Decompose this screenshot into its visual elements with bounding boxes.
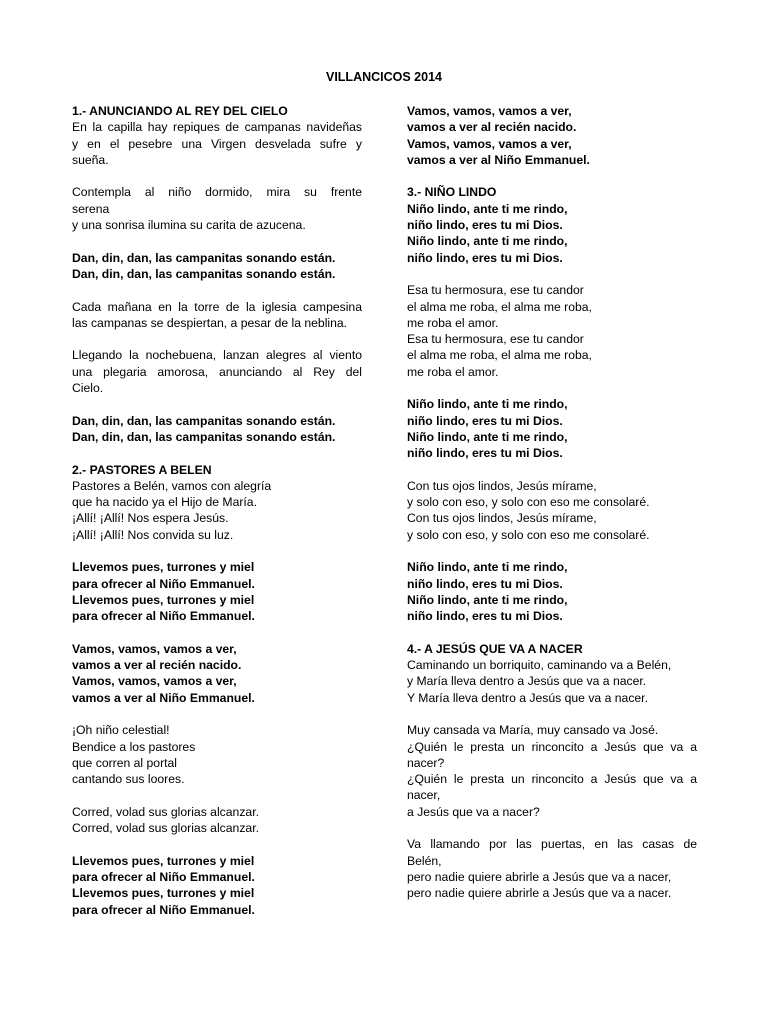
lyric-line: 1.- ANUNCIANDO AL REY DEL CIELO bbox=[72, 104, 288, 118]
lyric-line: Esa tu hermosura, ese tu candor bbox=[407, 283, 584, 298]
lyric-line: 3.- NIÑO LINDO bbox=[407, 185, 497, 200]
lyric-line: el alma me roba, el alma me roba, bbox=[407, 348, 592, 363]
lyric-line: Y María lleva dentro a Jesús que va a nacer. bbox=[407, 690, 648, 705]
lyric-line: pero nadie quiere abrirle a Jesús que va a nacer, bbox=[407, 869, 672, 884]
stanza bbox=[407, 559, 697, 624]
lyric-line: Corred, volad sus glorias alcanzar. bbox=[72, 821, 259, 836]
lyric-line: Llevemos pues, turrones y miel bbox=[72, 886, 255, 901]
lyric-line: Cielo. bbox=[72, 381, 104, 396]
lyric-line: Vamos, vamos, vamos a ver, bbox=[72, 674, 237, 689]
lyric-line: me roba el amor. bbox=[407, 315, 499, 330]
lyric-line: niño lindo, eres tu mi Dios. bbox=[407, 446, 563, 461]
lyric-line: Con tus ojos lindos, Jesús mírame, bbox=[407, 478, 597, 493]
lyric-line: Niño lindo, ante ti me rindo, bbox=[407, 592, 568, 607]
right-column bbox=[407, 103, 697, 918]
lyric-line: Llevemos pues, turrones y miel bbox=[72, 560, 255, 575]
lyric-line: Dan, din, dan, las campanitas sonando están. bbox=[72, 429, 336, 444]
stanza bbox=[72, 299, 362, 332]
lyric-line: y una sonrisa ilumina su carita de azucena. bbox=[72, 218, 306, 233]
lyric-line: Llevemos pues, turrones y miel bbox=[72, 592, 255, 607]
stanza bbox=[407, 836, 697, 901]
lyric-line: niño lindo, eres tu mi Dios. bbox=[407, 413, 563, 428]
lyric-line: y María lleva dentro a Jesús que va a nacer. bbox=[407, 674, 647, 689]
lyric-line: 4.- A JESÚS QUE VA A NACER bbox=[407, 641, 583, 656]
stanza bbox=[72, 103, 362, 168]
lyric-line: vamos a ver al recién nacido. bbox=[72, 658, 242, 673]
lyric-line: Vamos, vamos, vamos a ver, bbox=[407, 136, 572, 151]
stanza bbox=[72, 853, 362, 918]
lyric-line: vamos a ver al Niño Emmanuel. bbox=[407, 152, 590, 167]
stanza bbox=[407, 722, 697, 820]
lyric-line: el alma me roba, el alma me roba, bbox=[407, 299, 592, 314]
lyric-line: y solo con eso, y solo con eso me consolaré. bbox=[407, 527, 650, 542]
lyric-line: para ofrecer al Niño Emmanuel. bbox=[72, 576, 255, 591]
lyric-line: ¿Quién le presta un rinconcito a Jesús que va a bbox=[407, 772, 697, 787]
lyric-line: Belén, bbox=[407, 853, 442, 868]
lyric-line: niño lindo, eres tu mi Dios. bbox=[407, 250, 563, 265]
stanza bbox=[72, 722, 362, 787]
stanza bbox=[72, 184, 362, 233]
lyric-line: ¡Oh niño celestial! bbox=[72, 723, 170, 738]
lyric-line: que corren al portal bbox=[72, 755, 178, 770]
lyric-line: vamos a ver al Niño Emmanuel. bbox=[72, 690, 255, 705]
lyric-line: niño lindo, eres tu mi Dios. bbox=[407, 218, 563, 233]
lyric-line: Contempla al niño dormido, mira su frente bbox=[72, 185, 362, 200]
lyric-line: Dan, din, dan, las campanitas sonando están. bbox=[72, 266, 336, 281]
lyric-line: vamos a ver al recién nacido. bbox=[407, 120, 577, 135]
lyric-line: una plegaria amorosa, anunciando al Rey del bbox=[72, 364, 362, 379]
lyric-line: para ofrecer al Niño Emmanuel. bbox=[72, 869, 255, 884]
lyric-line: y en el pesebre una Virgen desvelada sufre y bbox=[72, 136, 362, 151]
stanza bbox=[407, 282, 697, 380]
lyric-line: Dan, din, dan, las campanitas sonando están. bbox=[72, 250, 336, 265]
stanza bbox=[72, 462, 362, 543]
page-title: VILLANCICOS 2014 bbox=[325, 70, 442, 84]
lyric-line: Niño lindo, ante ti me rindo, bbox=[407, 397, 568, 412]
lyric-line: nacer? bbox=[407, 755, 445, 770]
lyric-line: Niño lindo, ante ti me rindo, bbox=[407, 234, 568, 249]
lyric-line: Muy cansada va María, muy cansado va José. bbox=[407, 723, 659, 738]
lyric-line: Pastores a Belén, vamos con alegría bbox=[72, 478, 272, 493]
lyric-line: para ofrecer al Niño Emmanuel. bbox=[72, 609, 255, 624]
lyric-line: me roba el amor. bbox=[407, 364, 499, 379]
lyric-line: nacer, bbox=[407, 788, 441, 803]
stanza bbox=[407, 103, 697, 168]
lyric-line: Con tus ojos lindos, Jesús mírame, bbox=[407, 511, 597, 526]
lyric-line: niño lindo, eres tu mi Dios. bbox=[407, 576, 563, 591]
lyric-line: serena bbox=[72, 201, 110, 216]
lyric-line: que ha nacido ya el Hijo de María. bbox=[72, 495, 257, 510]
stanza bbox=[407, 641, 697, 706]
lyric-line: 2.- PASTORES A BELEN bbox=[72, 462, 212, 477]
lyric-line: Corred, volad sus glorias alcanzar. bbox=[72, 804, 259, 819]
stanza bbox=[72, 347, 362, 396]
lyric-line: Va llamando por las puertas, en las casas de bbox=[407, 837, 697, 852]
lyric-line: pero nadie quiere abrirle a Jesús que va a nacer. bbox=[407, 886, 672, 901]
lyric-line: Niño lindo, ante ti me rindo, bbox=[407, 201, 568, 216]
stanza bbox=[72, 250, 362, 283]
lyric-line: Llegando la nochebuena, lanzan alegres al viento bbox=[72, 348, 362, 363]
lyric-line: a Jesús que va a nacer? bbox=[407, 804, 540, 819]
lyric-line: Cada mañana en la torre de la iglesia campesina bbox=[72, 299, 362, 314]
stanza bbox=[72, 413, 362, 446]
lyric-line: ¡Allí! ¡Allí! Nos espera Jesús. bbox=[72, 511, 229, 526]
lyric-line: ¡Allí! ¡Allí! Nos convida su luz. bbox=[72, 527, 234, 542]
stanza bbox=[72, 641, 362, 706]
lyric-line: En la capilla hay repiques de campanas navideñas bbox=[72, 120, 362, 135]
lyric-line: sueña. bbox=[72, 152, 109, 167]
lyric-line: cantando sus loores. bbox=[72, 772, 185, 787]
lyric-line: niño lindo, eres tu mi Dios. bbox=[407, 609, 563, 624]
lyric-line: las campanas se despiertan, a pesar de la neblina. bbox=[72, 315, 348, 330]
lyric-line: Vamos, vamos, vamos a ver, bbox=[72, 641, 237, 656]
lyric-line: Esa tu hermosura, ese tu candor bbox=[407, 332, 584, 347]
lyric-line: Niño lindo, ante ti me rindo, bbox=[407, 429, 568, 444]
stanza bbox=[407, 396, 697, 461]
lyric-line: Niño lindo, ante ti me rindo, bbox=[407, 560, 568, 575]
lyric-line: Caminando un borriquito, caminando va a Belén, bbox=[407, 658, 672, 673]
left-column bbox=[72, 103, 362, 934]
lyric-line: y solo con eso, y solo con eso me consolaré. bbox=[407, 495, 650, 510]
stanza bbox=[72, 559, 362, 624]
lyric-line: Vamos, vamos, vamos a ver, bbox=[407, 104, 572, 118]
stanza bbox=[407, 478, 697, 543]
lyric-line: Llevemos pues, turrones y miel bbox=[72, 853, 255, 868]
lyric-line: para ofrecer al Niño Emmanuel. bbox=[72, 902, 255, 917]
stanza bbox=[407, 184, 697, 265]
lyric-line: Bendice a los pastores bbox=[72, 739, 196, 754]
lyric-line: ¿Quién le presta un rinconcito a Jesús que va a bbox=[407, 739, 697, 754]
stanza bbox=[72, 804, 362, 837]
lyric-line: Dan, din, dan, las campanitas sonando están. bbox=[72, 413, 336, 428]
